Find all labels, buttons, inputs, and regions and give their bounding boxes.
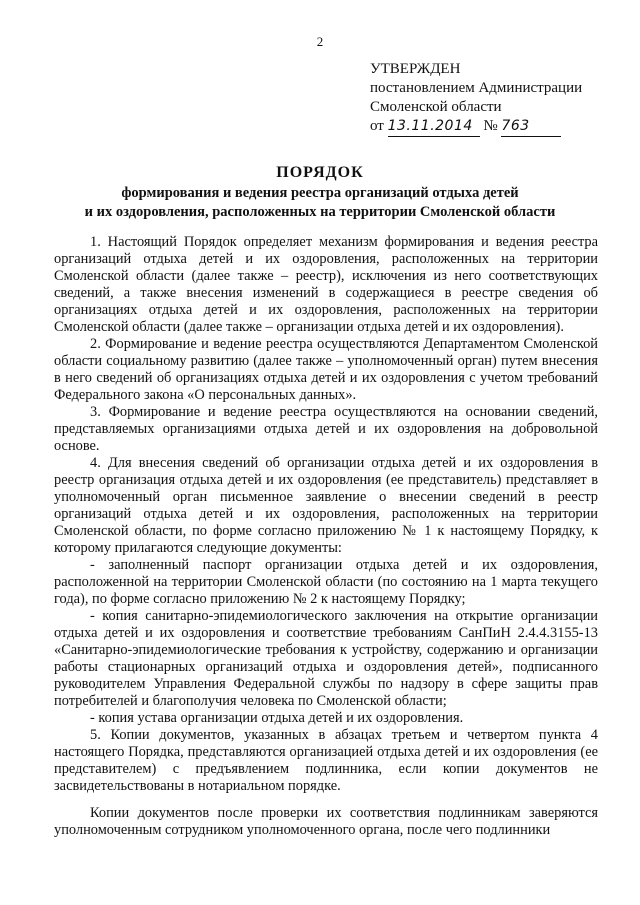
document-subtitle-1: формирования и ведения реестра организаций отдыха детей xyxy=(121,185,519,201)
paragraph-2: 2. Формирование и ведение реестра осуществляются Департаментом Смоленской области социальному развитию (далее также – уполномоченный орган) путем внесения в него сведений об организациях отдыха детей и их оздоровления с учетом требований Федерального закона «О персональных данных». xyxy=(54,336,598,403)
page-number: 2 xyxy=(316,34,324,49)
number-prefix: № xyxy=(483,118,498,134)
approval-line-1: постановлением Администрации xyxy=(370,80,583,96)
paragraph-4: 4. Для внесения сведений об организации отдыха детей и их оздоровления в реестр организация отдыха детей и их оздоровления (ее представитель) представляет в уполномоченный орган письменное заявление о внесении сведений в реестр организаций отдыха детей и их оздоровления, расположенных на территории Смоленской области, по форме согласно приложению № 1 к настоящему Порядку, к которому прилагаются следующие документы: xyxy=(54,455,598,556)
paragraph-4-item-3: - копия устава организации отдыха детей и их оздоровления. xyxy=(90,710,464,726)
document-title-block xyxy=(0,162,640,222)
number-value: 763 xyxy=(501,118,530,134)
document-subtitle-2: и их оздоровления, расположенных на территории Смоленской области xyxy=(84,204,556,220)
document-body xyxy=(54,234,598,839)
document-title: ПОРЯДОК xyxy=(276,164,364,181)
paragraph-4-item-1: - заполненный паспорт организации отдыха детей и их оздоровления, расположенной на территории Смоленской области (по состоянию на 1 марта текущего года), по форме согласно приложению № 2 к настоящему Порядку; xyxy=(54,557,598,607)
paragraph-6: Копии документов после проверки их соответствия подлинникам заверяются уполномоченным сотрудником уполномоченного органа, после чего подлинники xyxy=(54,805,598,838)
approval-title: УТВЕРЖДЕН xyxy=(370,61,461,77)
paragraph-3: 3. Формирование и ведение реестра осуществляются на основании сведений, представляемых организациями отдыха детей и их оздоровления на добровольной основе. xyxy=(54,404,598,454)
paragraph-1: 1. Настоящий Порядок определяет механизм формирования и ведения реестра организаций отдыха детей и их оздоровления, расположенных на территории Смоленской области (далее также – реестр), исключения из него соответствующих сведений, а также внесения изменений в содержащиеся в реестре сведения об организациях отдыха детей и их оздоровления, расположенных на территории Смоленской области (далее также – организации отдыха детей и их оздоровления). xyxy=(54,234,598,335)
paragraph-4-item-2: - копия санитарно-эпидемиологического заключения на открытие организации отдыха детей и их оздоровления и соответствие требованиям СанПиН 2.4.4.3155-13 «Санитарно-эпидемиологические требования к устройству, содержанию и организации работы стационарных организаций отдыха и оздоровления детей», подписанного руководителем Управления Федеральной службы по надзору в сфере защиты прав потребителей и благополучия человека по Смоленской области; xyxy=(54,608,598,709)
date-prefix: от xyxy=(370,118,384,134)
approval-date-line xyxy=(370,117,582,137)
approval-stamp xyxy=(370,60,582,137)
approval-line-2: Смоленской области xyxy=(370,99,502,115)
date-value: 13.11.2014 xyxy=(387,118,473,134)
paragraph-5: 5. Копии документов, указанных в абзацах третьем и четвертом пункта 4 настоящего Порядка, представляются организацией отдыха детей и их оздоровления (ее представителем) с предъявлением подлинника, если копии документов не засвидетельствованы в нотариальном порядке. xyxy=(54,727,598,794)
